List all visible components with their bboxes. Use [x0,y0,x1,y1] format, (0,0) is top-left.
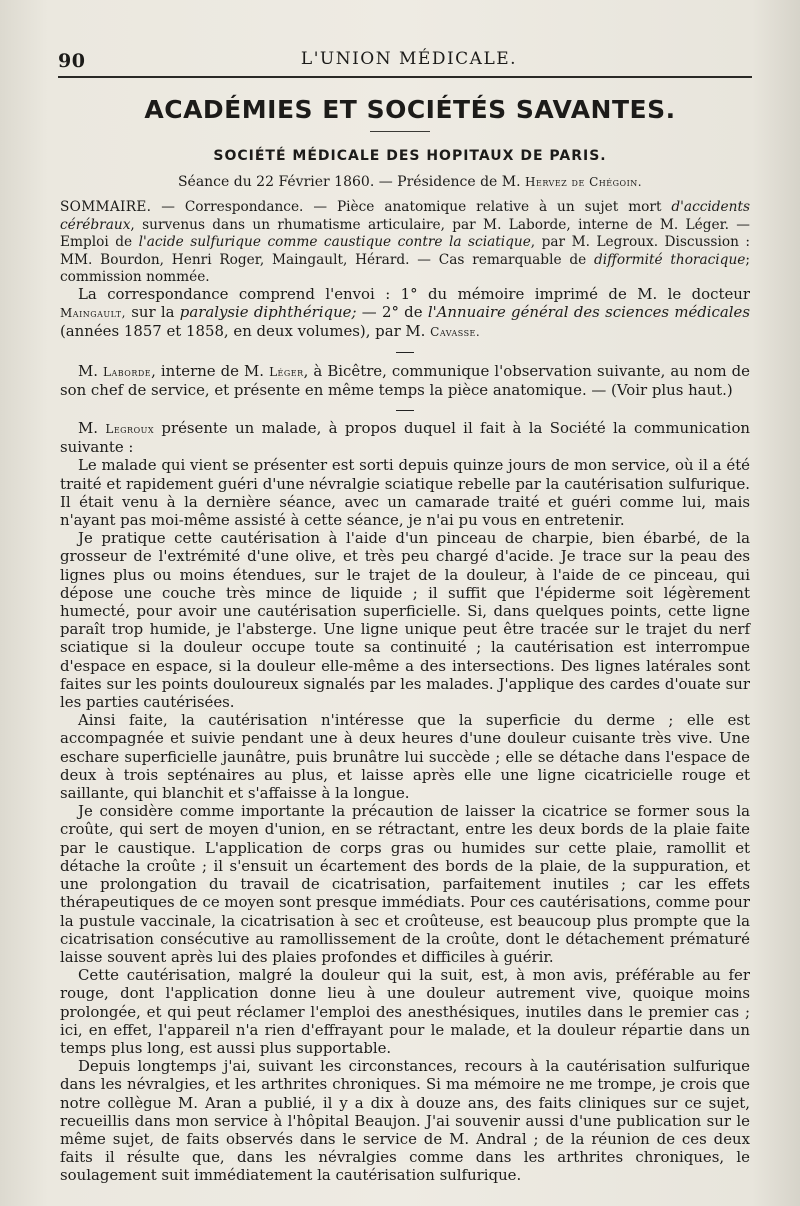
legroux-text-1: M. [78,419,106,438]
title-rule [370,131,430,132]
session-president: Hervez de Chégoin. [525,175,643,189]
summary-label: SOMMAIRE. [60,199,152,215]
summary-text-2: , survenus dans un rhumatisme articulaire, par M. Laborde, interne de M. Léger. — Emploi de [60,216,750,250]
paragraph-correspondence [60,285,750,342]
paragraph: Je considère comme importante la précaution de laisser la cicatrice se former sous la croûte, qui sert de moyen d'union, en se rétractant, entre les deux bords de la plaie faite par le caustique. L'application de corps gras ou humides sur cette plaie, ramollit et détache la croûte ; il s'ensuit un écartement des bords de la plaie, de la suppuration, et une prolongation du travail de cicatrisation, parfaitement inutiles ; car les effets thérapeutiques de ce moyen sont presque immédiats. Pour ces cautérisations, comme pour la pustule vaccinale, la cicatrisation à sec et croûteuse, est beaucoup plus prompte que la cicatrisation consécutive au ramollissement de la croûte, dont le détachement prématuré laisse souvent après lui des plaies profondes et difficiles à guérir. [60,802,750,966]
journal-title: L'UNION MÉDICALE. [300,49,518,69]
summary-text-3: , par M. Legroux. Discussion : MM. Bourdon, Henri Roger, Maingault, Hérard. — Cas remarquable de [60,234,750,268]
paragraph: Je pratique cette cautérisation à l'aide d'un pinceau de charpie, bien ébarbé, de la grosseur de l'extrémité d'une olive, et très peu chargé d'acide. Je trace sur la peau des lignes plus ou moins étendues, sur le trajet de la douleur, à l'aide de ce pinceau, qui dépose une couche très mince de liquide ; il suffit que l'épiderme soit légèrement humecté, pour avoir une cautérisation superficielle. Si, dans quelques points, cette ligne paraît trop humide, je l'absterge. Une ligne unique peut être tracée sur le trajet du nerf sciatique si la douleur occupe toute sa continuité ; la cautérisation est interrompue d'espace en espace, si la douleur elle-même a des intersections. Des lignes latérales sont faites sur les points douloureux signalés par les malades. J'applique des cardes d'ouate sur les parties cautérisées. [60,529,750,712]
paragraph: Ainsi faite, la cautérisation n'intéresse que la superficie du derme ; elle est accompagnée et suivie pendant une à deux heures d'une douleur cuisante très vive. Une eschare superficielle jaunâtre, puis brunâtre lui succède ; elle se détache dans l'espace de deux à trois septénaires au plus, et laisse après elle une ligne cicatricielle rouge et saillante, qui blanchit et s'affaisse à la longue. [60,711,750,803]
summary [60,199,750,287]
paragraph: Depuis longtemps j'ai, suivant les circonstances, recours à la cautérisation sulfurique dans les névralgies, et les arthrites chroniques. Si ma mémoire ne me trompe, je crois que notre collègue M. Aran a publié, il y a dix à douze ans, des faits cliniques sur ce sujet, recueillis dans mon service à l'hôpital Beaujon. J'ai souvenir aussi d'une publication sur le même sujet, de faits observés dans le service de M. Andral ; de la réunion de ces deux faits il résulte que, dans les névralgies comme dans les arthrites chroniques, le soulagement suit immédiatement la cautérisation sulfurique. [60,1057,750,1185]
header-rule [58,76,752,78]
summary-italic-3: difformité thoracique [594,251,746,268]
summary-text-1: — Correspondance. — Pièce anatomique relative à un sujet mort [151,199,672,215]
legroux-text-2: présente un malade, à propos duquel il fait à la Société la communication suivante : [60,419,750,457]
laborde-name-2: Léger [269,364,304,379]
running-head [58,46,760,74]
laborde-text-1: M. [78,361,104,380]
society-title: SOCIÉTÉ MÉDICALE DES HOPITAUX DE PARIS. [213,148,607,164]
correspondence-text-4: (années 1857 et 1858, en deux volumes), par M. [60,322,431,341]
separator-dash [60,343,750,361]
correspondence-italic-2: l'Annuaire général des sciences médicales [427,303,750,322]
laborde-name-1: Laborde [103,364,152,379]
summary-italic-2: l'acide sulfurique comme caustique contre la sciatique [138,234,531,250]
correspondence-italic-1: paralysie diphthérique; [179,303,357,322]
session-line [60,174,760,190]
correspondence-text-3: — 2° de [356,303,428,322]
correspondence-text-1: La correspondance comprend l'envoi : 1° du mémoire imprimé de M. le docteur [78,285,750,303]
correspondence-name-2: Cavasse. [430,325,481,340]
paragraph-legroux-intro [60,419,750,456]
separator-dash [60,400,750,418]
correspondence-name-1: Maingault, [60,306,126,321]
laborde-text-3: , à Bicêtre, communique l'observation suivante, au nom de son chef de service, et présente en même temps la pièce anatomique. — (Voir plus haut.) [60,361,750,399]
page-number: 90 [58,50,86,72]
summary-italic-1: d'accidents cérébraux [60,199,750,233]
correspondence-text-2: sur la [125,303,180,322]
article-body [60,285,750,1185]
legroux-name: Legroux [105,422,155,437]
paragraph: Le malade qui vient se présenter est sorti depuis quinze jours de mon service, où il a été traité et rapidement guéri d'une névralgie sciatique rebelle par la cautérisation sulfurique. Il était venu à la dernière séance, avec un camarade traité et guéri comme lui, mais n'ayant pas moi-même assisté à cette séance, je n'ai pu vous en entretenir. [60,456,750,530]
summary-text-4: ; commission nommée. [60,251,750,285]
session-prefix: Séance du 22 Février 1860. — Présidence de M. [177,174,521,190]
laborde-text-2: , interne de M. [151,361,270,380]
paragraph: Cette cautérisation, malgré la douleur qui la suit, est, à mon avis, préférable au fer rouge, dont l'application donne lieu à une douleur autrement vive, quoique moins prolongée, et qui peut réclamer l'emploi des anesthésiques, inutiles dans le premier cas ; ici, en effet, l'appareil n'a rien d'effrayant pour le malade, et la douleur répartie dans un temps plus long, est aussi plus supportable. [60,966,750,1057]
section-title: ACADÉMIES ET SOCIÉTÉS SAVANTES. [144,95,676,124]
paragraph-laborde [60,362,750,399]
